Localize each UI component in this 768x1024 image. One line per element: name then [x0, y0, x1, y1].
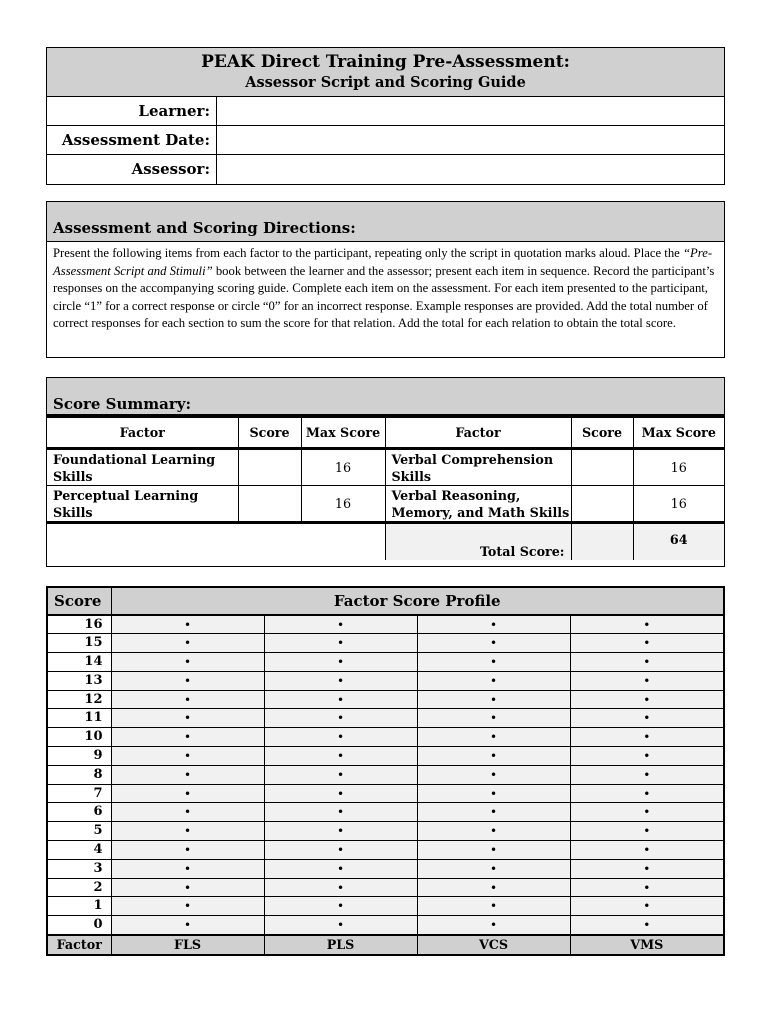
profile-dot-fls[interactable]: •: [111, 765, 264, 784]
profile-dot-vms[interactable]: •: [570, 634, 723, 653]
profile-dot-vcs[interactable]: •: [417, 822, 570, 841]
profile-dot-fls[interactable]: •: [111, 634, 264, 653]
profile-dot-pls[interactable]: •: [264, 784, 417, 803]
profile-dot-pls[interactable]: •: [264, 878, 417, 897]
page-title: PEAK Direct Training Pre-Assessment:: [201, 52, 570, 72]
directions-text-before: Present the following items from each factor to the participant, repeating only the script in quotation marks aloud. Place the: [53, 246, 683, 260]
profile-dot-fls[interactable]: •: [111, 615, 264, 634]
directions-text-after: book between the learner and the assessor; present each item in sequence. Record the participant’s responses on the accompanying scoring guide. Complete each item on the assessment. For each item presented to the participant, circle “1” for a correct response or circle “0” for an incorrect response. Example responses are provided. Add the total number of correct responses for each section to sum the score for that relation. Add the total for each relation to obtain the total score.: [53, 263, 715, 331]
profile-dot-vms[interactable]: •: [570, 747, 723, 766]
profile-score-value: 13: [48, 671, 111, 690]
profile-dot-vms[interactable]: •: [570, 841, 723, 860]
profile-dot-vms[interactable]: •: [570, 803, 723, 822]
profile-dot-pls[interactable]: •: [264, 803, 417, 822]
profile-row: [48, 728, 723, 747]
profile-dot-vms[interactable]: •: [570, 653, 723, 672]
profile-body: [48, 615, 723, 935]
assessor-row: [47, 155, 724, 184]
profile-dot-vcs[interactable]: •: [417, 709, 570, 728]
profile-dot-vms[interactable]: •: [570, 822, 723, 841]
col-max-left: Max Score: [301, 418, 385, 449]
profile-dot-vcs[interactable]: •: [417, 784, 570, 803]
profile-row: [48, 878, 723, 897]
profile-row: [48, 709, 723, 728]
assessor-label: Assessor:: [47, 155, 217, 184]
title-cell: [47, 48, 724, 97]
profile-row: [48, 916, 723, 935]
max-vms: 16: [633, 486, 724, 523]
profile-header-row: [48, 588, 723, 615]
profile-dot-pls[interactable]: •: [264, 728, 417, 747]
profile-score-value: 7: [48, 784, 111, 803]
profile-dot-vcs[interactable]: •: [417, 803, 570, 822]
profile-row: [48, 803, 723, 822]
assessor-field[interactable]: [217, 155, 724, 184]
profile-factor-vcs: VCS: [417, 935, 570, 954]
profile-score-value: 0: [48, 916, 111, 935]
profile-dot-fls[interactable]: •: [111, 709, 264, 728]
profile-score-value: 8: [48, 765, 111, 784]
factor-score-profile: [46, 586, 725, 956]
profile-score-value: 12: [48, 690, 111, 709]
profile-row: [48, 615, 723, 634]
profile-dot-vcs[interactable]: •: [417, 615, 570, 634]
directions-book-title: “Pre-Assessment Script and Stimuli”: [53, 246, 713, 278]
profile-score-value: 3: [48, 859, 111, 878]
profile-dot-vms[interactable]: •: [570, 784, 723, 803]
profile-row: [48, 859, 723, 878]
page-subtitle: Assessor Script and Scoring Guide: [245, 74, 526, 91]
col-factor-right: Factor: [385, 418, 571, 449]
directions-heading: Assessment and Scoring Directions:: [47, 202, 724, 242]
profile-dot-pls[interactable]: •: [264, 822, 417, 841]
score-pls[interactable]: [238, 486, 301, 523]
score-summary-section: [46, 377, 725, 567]
profile-factor-pls: PLS: [264, 935, 417, 954]
profile-row: [48, 653, 723, 672]
profile-dot-pls[interactable]: •: [264, 897, 417, 916]
total-blank: [47, 523, 385, 560]
factor-vcs: Verbal Comprehension Skills: [385, 449, 571, 486]
profile-row: [48, 822, 723, 841]
profile-dot-pls[interactable]: •: [264, 690, 417, 709]
profile-dot-pls[interactable]: •: [264, 747, 417, 766]
profile-score-header: Score: [48, 588, 111, 615]
profile-dot-vcs[interactable]: •: [417, 690, 570, 709]
profile-dot-pls[interactable]: •: [264, 709, 417, 728]
profile-dot-vms[interactable]: •: [570, 690, 723, 709]
profile-dot-vcs[interactable]: •: [417, 653, 570, 672]
profile-score-value: 14: [48, 653, 111, 672]
profile-table: [48, 588, 723, 954]
profile-dot-vcs[interactable]: •: [417, 897, 570, 916]
profile-dot-fls[interactable]: •: [111, 747, 264, 766]
factor-fls: Foundational Learning Skills: [47, 449, 238, 486]
profile-row: [48, 747, 723, 766]
profile-dot-vms[interactable]: •: [570, 916, 723, 935]
learner-field[interactable]: [217, 97, 724, 125]
profile-dot-vcs[interactable]: •: [417, 841, 570, 860]
profile-dot-vms[interactable]: •: [570, 671, 723, 690]
col-score-right: Score: [571, 418, 633, 449]
profile-score-value: 4: [48, 841, 111, 860]
profile-dot-vcs[interactable]: •: [417, 747, 570, 766]
profile-factor-label: Factor: [48, 935, 111, 954]
profile-row: [48, 897, 723, 916]
learner-row: [47, 97, 724, 126]
col-max-right: Max Score: [633, 418, 724, 449]
profile-dot-pls[interactable]: •: [264, 841, 417, 860]
profile-dot-fls[interactable]: •: [111, 690, 264, 709]
profile-row: [48, 841, 723, 860]
factor-pls: Perceptual Learning Skills: [47, 486, 238, 523]
total-score-label: Total Score:: [385, 523, 571, 560]
profile-dot-fls[interactable]: •: [111, 822, 264, 841]
profile-dot-vms[interactable]: •: [570, 897, 723, 916]
score-summary-heading: Score Summary:: [47, 378, 724, 417]
score-vms[interactable]: [571, 486, 633, 523]
profile-footer-row: [48, 935, 723, 954]
profile-row: [48, 784, 723, 803]
summary-row: [47, 449, 724, 486]
profile-dot-fls[interactable]: •: [111, 897, 264, 916]
profile-dot-vcs[interactable]: •: [417, 859, 570, 878]
profile-dot-fls[interactable]: •: [111, 803, 264, 822]
score-fls[interactable]: [238, 449, 301, 486]
profile-dot-pls[interactable]: •: [264, 615, 417, 634]
total-max-score: 64: [633, 523, 724, 560]
profile-dot-vms[interactable]: •: [570, 859, 723, 878]
summary-header-row: [47, 418, 724, 449]
profile-dot-fls[interactable]: •: [111, 671, 264, 690]
profile-dot-fls[interactable]: •: [111, 859, 264, 878]
profile-dot-pls[interactable]: •: [264, 634, 417, 653]
assessment-date-row: [47, 126, 724, 155]
profile-row: [48, 671, 723, 690]
assessment-date-label: Assessment Date:: [47, 126, 217, 154]
col-score-left: Score: [238, 418, 301, 449]
header-table: [46, 47, 725, 185]
profile-row: [48, 765, 723, 784]
learner-label: Learner:: [47, 97, 217, 125]
profile-dot-vcs[interactable]: •: [417, 728, 570, 747]
assessment-date-field[interactable]: [217, 126, 724, 154]
profile-score-value: 2: [48, 878, 111, 897]
profile-dot-pls[interactable]: •: [264, 859, 417, 878]
max-pls: 16: [301, 486, 385, 523]
profile-score-value: 15: [48, 634, 111, 653]
profile-dot-pls[interactable]: •: [264, 653, 417, 672]
profile-score-value: 9: [48, 747, 111, 766]
profile-dot-vms[interactable]: •: [570, 615, 723, 634]
profile-score-value: 16: [48, 615, 111, 634]
profile-score-value: 10: [48, 728, 111, 747]
max-vcs: 16: [633, 449, 724, 486]
profile-dot-fls[interactable]: •: [111, 728, 264, 747]
profile-dot-fls[interactable]: •: [111, 878, 264, 897]
profile-dot-pls[interactable]: •: [264, 916, 417, 935]
profile-row: [48, 634, 723, 653]
summary-row: [47, 486, 724, 523]
profile-dot-vcs[interactable]: •: [417, 765, 570, 784]
profile-dot-vms[interactable]: •: [570, 878, 723, 897]
profile-score-value: 11: [48, 709, 111, 728]
profile-score-value: 6: [48, 803, 111, 822]
profile-dot-fls[interactable]: •: [111, 784, 264, 803]
max-fls: 16: [301, 449, 385, 486]
profile-dot-pls[interactable]: •: [264, 671, 417, 690]
profile-dot-fls[interactable]: •: [111, 653, 264, 672]
total-score-field[interactable]: [571, 523, 633, 560]
profile-dot-pls[interactable]: •: [264, 765, 417, 784]
directions-text: [47, 242, 724, 333]
profile-dot-vcs[interactable]: •: [417, 916, 570, 935]
profile-score-value: 5: [48, 822, 111, 841]
profile-title: Factor Score Profile: [111, 588, 723, 615]
profile-factor-fls: FLS: [111, 935, 264, 954]
profile-factor-vms: VMS: [570, 935, 723, 954]
directions-section: [46, 201, 725, 358]
factor-vms: Verbal Reasoning, Memory, and Math Skills: [385, 486, 571, 523]
profile-dot-vcs[interactable]: •: [417, 634, 570, 653]
profile-row: [48, 690, 723, 709]
score-vcs[interactable]: [571, 449, 633, 486]
profile-dot-vms[interactable]: •: [570, 765, 723, 784]
profile-score-value: 1: [48, 897, 111, 916]
profile-dot-fls[interactable]: •: [111, 916, 264, 935]
profile-dot-vcs[interactable]: •: [417, 878, 570, 897]
score-summary-table: [47, 417, 724, 560]
total-row: [47, 523, 724, 560]
profile-dot-vcs[interactable]: •: [417, 671, 570, 690]
profile-dot-vms[interactable]: •: [570, 709, 723, 728]
profile-dot-vms[interactable]: •: [570, 728, 723, 747]
col-factor-left: Factor: [47, 418, 238, 449]
profile-dot-fls[interactable]: •: [111, 841, 264, 860]
